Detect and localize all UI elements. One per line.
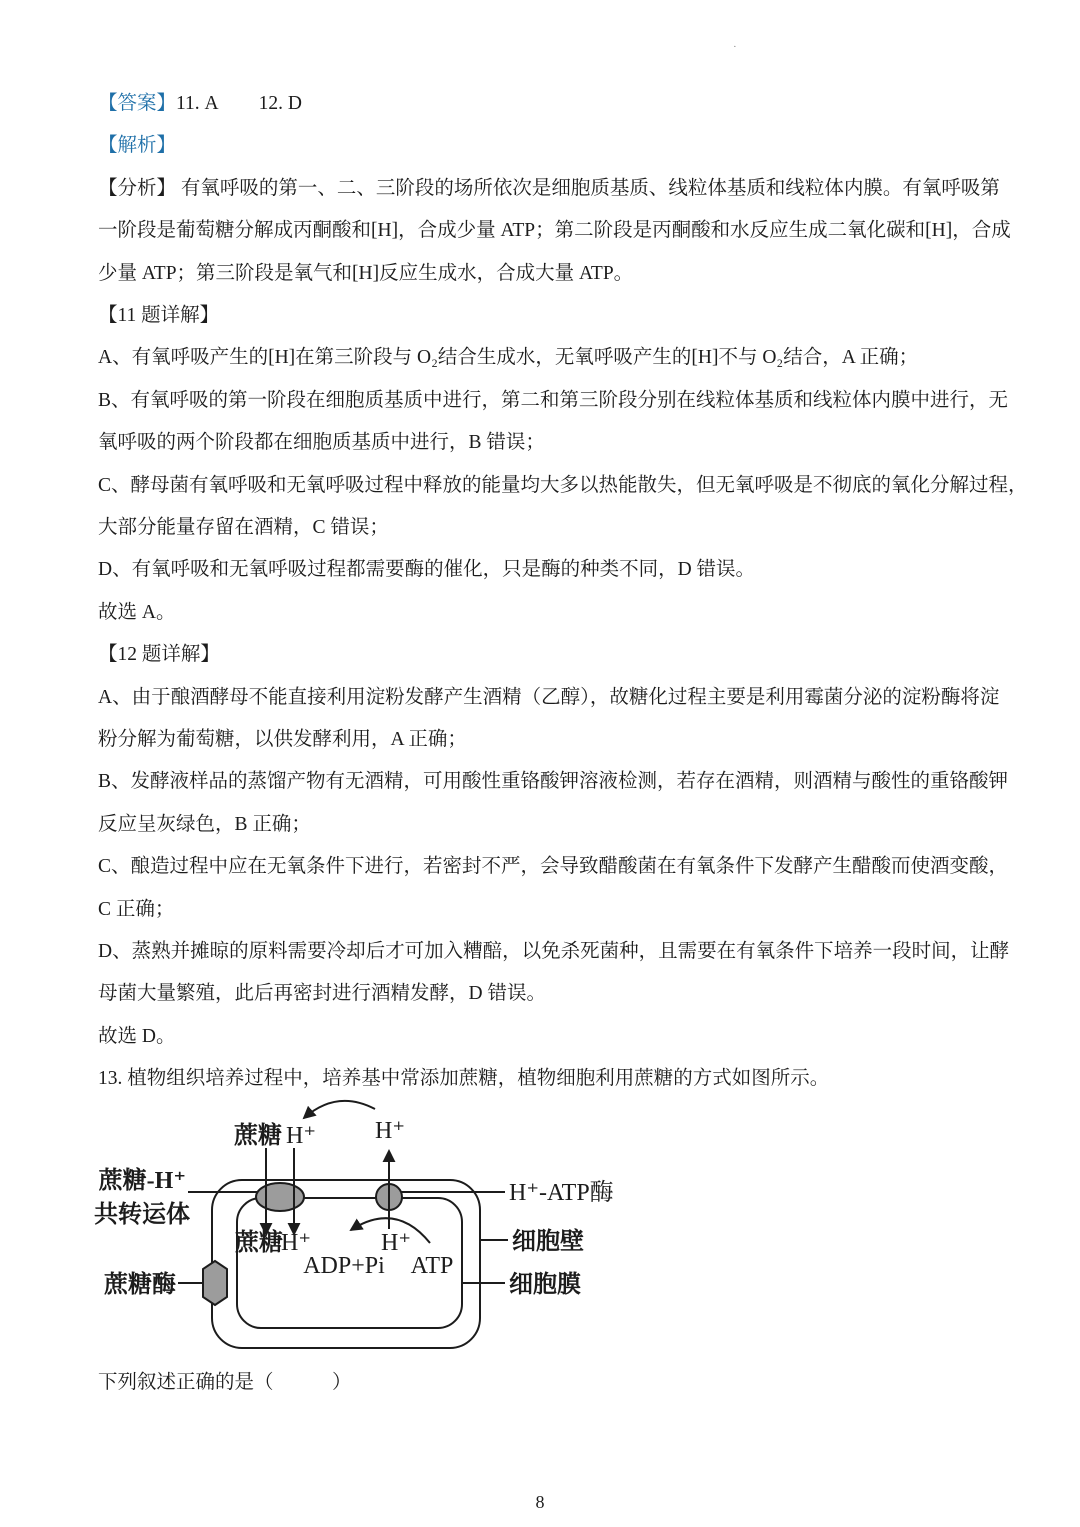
sucrase-label: 蔗糖酶 — [104, 1272, 176, 1298]
text-line — [98, 899, 990, 921]
h-plus-top-right-label: H⁺ — [375, 1118, 405, 1144]
text-line — [98, 856, 1009, 878]
text-line — [98, 135, 990, 157]
text-line — [98, 347, 990, 369]
text-segment: 粉分解为葡萄糖，以供发酵利用，A 正确； — [98, 729, 467, 750]
sucrose-h-cotransporter — [256, 1183, 304, 1211]
page-number: 8 — [535, 1492, 545, 1512]
text-line — [98, 1068, 990, 1090]
text-segment: D、蒸熟并摊晾的原料需要冷却后才可加入糟醅，以免杀死菌种，且需要在有氧条件下培养一段时间，让酵 — [98, 941, 1010, 962]
text-line — [98, 305, 990, 327]
text-line — [98, 771, 1009, 793]
text-segment: 13. 植物组织培养过程中，培养基中常添加蔗糖，植物细胞利用蔗糖的方式如图所示。 — [98, 1068, 830, 1090]
text-line — [98, 686, 1000, 709]
atp-label: ATP — [410, 1253, 454, 1279]
text-line — [98, 389, 1009, 412]
text-segment: C、酿造过程中应在无氧条件下进行，若密封不严，会导致醋酸菌在有氧条件下发酵产生醋酸而使酒变酸， — [98, 856, 1009, 878]
text-line — [98, 177, 1000, 200]
text-line — [98, 263, 990, 285]
text-line — [98, 1026, 990, 1048]
sucrose-inner-label: 蔗糖 — [235, 1230, 283, 1256]
text-line — [98, 517, 990, 539]
h-plus-inner-right-label: H⁺ — [381, 1230, 411, 1256]
text-line — [98, 432, 990, 454]
sucrose-transport-diagram — [88, 1093, 648, 1393]
adp-pi-label: ADP+Pi — [303, 1253, 385, 1279]
text-line — [98, 941, 1010, 963]
cell-membrane-label: 细胞膜 — [509, 1272, 581, 1298]
cotransporter-label-line2: 共转运体 — [94, 1202, 190, 1228]
h-plus-top-left-label: H⁺ — [286, 1123, 316, 1149]
text-segment: 大部分能量存留在酒精，C 错误； — [98, 517, 389, 538]
text-line — [98, 602, 990, 624]
text-segment: 【12 题详解】 — [98, 644, 220, 666]
sucrose-top-label: 蔗糖 — [234, 1123, 282, 1149]
text-line — [98, 559, 990, 581]
text-line — [98, 983, 990, 1005]
text-segment: A、有氧呼吸产生的[H]在第三阶段与 O₂结合生成水，无氧呼吸产生的[H]不与 O₂结合，A 正确； — [98, 347, 919, 369]
text-segment: 【分析】 有氧呼吸的第一、二、三阶段的场所依次是细胞质基质、线粒体基质和线粒体内膜。有氧呼吸第 — [98, 177, 1000, 199]
text-line — [98, 474, 1028, 497]
h-recycle-arc-arrow — [304, 1101, 375, 1118]
text-line — [98, 93, 990, 115]
diagram-canvas — [88, 1093, 648, 1393]
text-line — [98, 220, 1011, 242]
text-segment: 少量 ATP；第三阶段是氧气和[H]反应生成水，合成大量 ATP。 — [98, 262, 634, 284]
text-segment: B、有氧呼吸的第一阶段在细胞质基质中进行，第二和第三阶段分别在线粒体基质和线粒体内膜中进行，无 — [98, 389, 1009, 411]
text-segment: 氧呼吸的两个阶段都在细胞质基质中进行，B 错误； — [98, 432, 545, 454]
text-segment: D、有氧呼吸和无氧呼吸过程都需要酶的催化，只是酶的种类不同，D 错误。 — [98, 559, 756, 581]
text-line — [98, 729, 990, 751]
text-segment: C、酵母菌有氧呼吸和无氧呼吸过程中释放的能量均大多以热能散失，但无氧呼吸是不彻底的氧化分解过程， — [98, 474, 1028, 496]
text-segment: C 正确； — [98, 898, 175, 920]
text-segment: B、发酵液样品的蒸馏产物有无酒精，可用酸性重铬酸钾溶液检测，若存在酒精，则酒精与酸性的重铬酸钾 — [98, 771, 1009, 793]
stray-dot: · — [733, 41, 737, 53]
text-segment: 故选 A。 — [98, 601, 176, 623]
text-segment: 故选 D。 — [98, 1025, 176, 1047]
text-segment: 12. D — [258, 93, 302, 114]
text-segment: 11. A — [176, 93, 219, 114]
section-label: 【答案】 — [98, 93, 177, 114]
section-label: 【解析】 — [98, 135, 177, 157]
h-plus-inner-left-label: H⁺ — [281, 1230, 311, 1256]
text-segment: 【11 题详解】 — [98, 305, 220, 326]
h-atpase-label: H⁺-ATP酶 — [509, 1180, 614, 1206]
text-line — [98, 644, 990, 666]
cotransporter-label-line1: 蔗糖-H⁺ — [98, 1168, 186, 1194]
cell-wall-label: 细胞壁 — [512, 1229, 584, 1255]
text-segment: 母菌大量繁殖，此后再密封进行酒精发酵，D 错误。 — [98, 983, 546, 1005]
text-line — [98, 814, 990, 836]
sucrase-enzyme — [203, 1261, 227, 1305]
text-segment: 一阶段是葡萄糖分解成丙酮酸和[H]，合成少量 ATP；第二阶段是丙酮酸和水反应生成二氧化碳和[H]，合成 — [98, 220, 1011, 242]
question-prompt: 下列叙述正确的是（ ） — [98, 1372, 352, 1393]
text-segment: 反应呈灰绿色，B 正确； — [98, 813, 311, 835]
text-segment: A、由于酿酒酵母不能直接利用淀粉发酵产生酒精（乙醇），故糖化过程主要是利用霉菌分泌的淀粉酶将淀 — [98, 686, 1000, 708]
